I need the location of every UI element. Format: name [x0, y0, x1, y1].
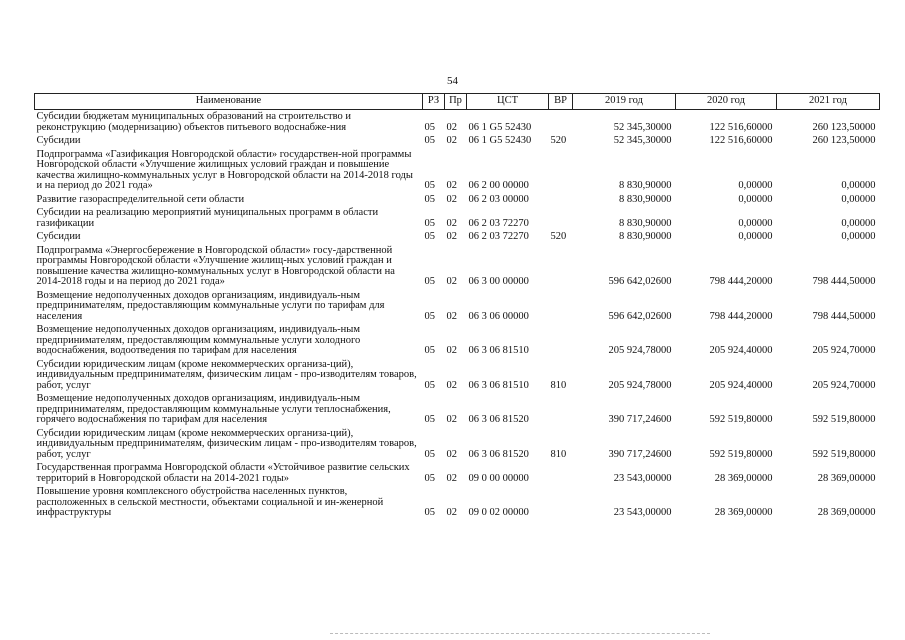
cell-name: Возмещение недополученных доходов организациям, индивидуаль-ным предпринимателям, предоставляющим коммунальные услуги теплоснабжения, горячего водоснабжения по тарифам для населения: [36, 393, 391, 425]
cell-vr: 810: [550, 448, 567, 460]
cell-vr: 810: [550, 379, 567, 391]
cell-rz: 05: [424, 507, 435, 518]
cell-y2019: 8 830,90000: [619, 180, 672, 191]
table-row: [35, 323, 880, 358]
cell-y2021: 592 519,80000: [812, 448, 876, 460]
cell-pr: 02: [446, 231, 457, 242]
cell-y2019: 52 345,30000: [613, 135, 672, 146]
table-row: [35, 230, 880, 244]
table-row: [35, 289, 880, 324]
table-row: [35, 427, 880, 462]
cell-pr: 02: [446, 414, 457, 425]
cell-pr: 02: [446, 448, 457, 460]
cell-vr: [549, 461, 573, 485]
cell-cst: 06 2 00 00000: [468, 180, 529, 191]
cell-y2019: 596 642,02600: [608, 310, 672, 322]
cell-y2020: 798 444,20000: [709, 276, 773, 287]
cell-y2020: 28 369,00000: [714, 472, 773, 484]
cell-vr: [549, 206, 573, 230]
header-row: [35, 94, 880, 110]
cell-y2021: 0,00000: [841, 180, 876, 191]
cell-y2020: 205 924,40000: [709, 345, 773, 356]
cell-y2020: 0,00000: [738, 193, 773, 205]
cell-y2019: 596 642,02600: [608, 276, 672, 287]
cell-rz: 05: [424, 121, 435, 133]
cell-y2021: 28 369,00000: [817, 472, 876, 484]
header-2021: 2021 год: [777, 94, 880, 110]
table-row: [35, 193, 880, 207]
cell-y2020: 0,00000: [738, 231, 773, 242]
cell-name: Развитие газораспределительной сети области: [36, 193, 245, 205]
cell-y2021: 260 123,50000: [812, 121, 876, 133]
table-row: [35, 485, 880, 520]
page-bottom-artifact: [330, 633, 710, 635]
cell-vr: [549, 289, 573, 324]
cell-y2020: 0,00000: [738, 180, 773, 191]
table-row: [35, 148, 880, 193]
cell-rz: 05: [424, 379, 435, 391]
cell-y2019: 8 830,90000: [619, 217, 672, 229]
cell-cst: 06 2 03 72270: [468, 231, 529, 242]
cell-name: Возмещение недополученных доходов организациям, индивидуаль-ным предпринимателям, предоставляющим коммунальные услуги холодного водоснабжения, водоотведения по тарифам для населения: [36, 324, 361, 356]
cell-y2021: 205 924,70000: [812, 379, 876, 391]
cell-rz: 05: [424, 448, 435, 460]
cell-rz: 05: [424, 276, 435, 287]
cell-y2020: 592 519,80000: [709, 414, 773, 425]
table-row: [35, 461, 880, 485]
cell-y2019: 23 543,00000: [613, 507, 672, 518]
cell-rz: 05: [424, 414, 435, 425]
cell-name: Субсидии юридическим лицам (кроме некоммерческих организа-ций), индивидуальным предпринимателям, физическим лицам - про-изводителям товаров, работ, услуг: [36, 358, 417, 391]
cell-y2019: 23 543,00000: [613, 472, 672, 484]
header-cst: ЦСТ: [467, 94, 549, 110]
header-rz: РЗ: [423, 94, 445, 110]
cell-name: Возмещение недополученных доходов организациям, индивидуаль-ным предпринимателям, предоставляющим коммунальные услуги по тарифам для населения: [36, 289, 385, 322]
cell-y2020: 592 519,80000: [709, 448, 773, 460]
cell-rz: 05: [424, 345, 435, 356]
cell-y2019: 8 830,90000: [619, 193, 672, 205]
cell-vr: [549, 244, 573, 289]
cell-pr: 02: [446, 310, 457, 322]
table-body: [35, 110, 880, 520]
cell-pr: 02: [446, 217, 457, 229]
cell-name: Субсидии юридическим лицам (кроме некоммерческих организа-ций), индивидуальным предпринимателям, физическим лицам - про-изводителям товаров, работ, услуг: [36, 427, 417, 460]
cell-vr: [549, 148, 573, 193]
cell-vr: [549, 392, 573, 427]
cell-y2019: 390 717,24600: [608, 414, 672, 425]
cell-cst: 06 3 06 81510: [468, 379, 529, 391]
cell-y2020: 122 516,60000: [709, 121, 773, 133]
cell-y2019: 8 830,90000: [619, 231, 672, 242]
cell-rz: 05: [424, 231, 435, 242]
cell-cst: 06 3 06 81520: [468, 414, 529, 425]
table-row: [35, 358, 880, 393]
cell-cst: 06 3 06 81520: [468, 448, 529, 460]
cell-pr: 02: [446, 135, 457, 146]
cell-vr: [549, 323, 573, 358]
header-2020: 2020 год: [676, 94, 777, 110]
table-row: [35, 244, 880, 289]
cell-y2020: 28 369,00000: [714, 507, 773, 518]
cell-y2019: 205 924,78000: [608, 345, 672, 356]
table-row: [35, 110, 880, 135]
cell-y2020: 0,00000: [738, 217, 773, 229]
cell-y2021: 28 369,00000: [817, 507, 876, 518]
cell-rz: 05: [424, 180, 435, 191]
cell-y2020: 122 516,60000: [709, 135, 773, 146]
cell-y2019: 390 717,24600: [608, 448, 672, 460]
cell-y2021: 0,00000: [841, 193, 876, 205]
cell-cst: 06 1 G5 52430: [468, 121, 532, 133]
cell-vr: 520: [550, 135, 567, 146]
cell-y2021: 592 519,80000: [812, 414, 876, 425]
cell-cst: 06 3 06 81510: [468, 345, 529, 356]
cell-rz: 05: [424, 472, 435, 484]
cell-y2020: 798 444,20000: [709, 310, 773, 322]
cell-name: Субсидии: [36, 135, 81, 146]
cell-y2019: 205 924,78000: [608, 379, 672, 391]
cell-name: Субсидии бюджетам муниципальных образований на строительство и реконструкцию (модернизацию) объектов питьевого водоснабже-ния: [36, 111, 352, 133]
cell-cst: 06 3 00 00000: [468, 276, 529, 287]
header-pr: Пр: [445, 94, 467, 110]
table-row: [35, 134, 880, 148]
cell-cst: 06 2 03 72270: [468, 217, 529, 229]
cell-name: Подпрограмма «Газификация Новгородской области» государствен-ной программы Новгородской области «Улучшение жилищных условий граждан и повышение качества жилищно-коммунальных услуг в Новгородской области на 2014-2018 годы и на период до 2021 года»: [36, 148, 413, 191]
table-row: [35, 392, 880, 427]
cell-y2021: 205 924,70000: [812, 345, 876, 356]
cell-pr: 02: [446, 276, 457, 287]
cell-cst: 06 2 03 00000: [468, 193, 529, 205]
cell-cst: 09 0 00 00000: [468, 472, 529, 484]
cell-cst: 06 3 06 00000: [468, 310, 529, 322]
cell-y2020: 205 924,40000: [709, 379, 773, 391]
cell-pr: 02: [446, 121, 457, 133]
cell-pr: 02: [446, 180, 457, 191]
cell-y2021: 798 444,50000: [812, 310, 876, 322]
cell-y2021: 798 444,50000: [812, 276, 876, 287]
cell-y2021: 260 123,50000: [812, 135, 876, 146]
cell-name: Субсидии: [36, 231, 81, 242]
cell-rz: 05: [424, 135, 435, 146]
header-vr: ВР: [549, 94, 573, 110]
header-name: Наименование: [35, 94, 423, 110]
cell-cst: 09 0 02 00000: [468, 507, 529, 518]
table-row: [35, 206, 880, 230]
cell-name: Повышение уровня комплексного обустройства населенных пунктов, расположенных в сельской местности, объектами социальной и ин-женерной инфраструктуры: [36, 486, 384, 518]
cell-vr: [549, 110, 573, 135]
cell-pr: 02: [446, 345, 457, 356]
cell-pr: 02: [446, 379, 457, 391]
cell-name: Государственная программа Новгородской области «Устойчивое развитие сельских территорий в Новгородской области на 2014-2021 годы»: [36, 462, 410, 484]
cell-vr: 520: [550, 231, 567, 242]
cell-rz: 05: [424, 217, 435, 229]
cell-vr: [549, 193, 573, 207]
cell-cst: 06 1 G5 52430: [468, 135, 532, 146]
cell-y2021: 0,00000: [841, 231, 876, 242]
header-2019: 2019 год: [573, 94, 676, 110]
cell-name: Субсидии на реализацию мероприятий муниципальных программ в области газификации: [36, 207, 379, 229]
cell-name: Подпрограмма «Энергосбережение в Новгородской области» госу-дарственной программы Новгородской области «Улучшение жилищ-ных условий граждан и повышение качества жилищно-коммунальных услуг в Новгородской области на 2014-2018 годы и на период до 2021 года»: [36, 244, 395, 287]
cell-y2019: 52 345,30000: [613, 121, 672, 133]
cell-y2021: 0,00000: [841, 217, 876, 229]
budget-table: [34, 93, 880, 520]
cell-rz: 05: [424, 310, 435, 322]
cell-pr: 02: [446, 472, 457, 484]
cell-vr: [549, 485, 573, 520]
cell-pr: 02: [446, 193, 457, 205]
page-number: 54: [447, 75, 458, 87]
cell-rz: 05: [424, 193, 435, 205]
cell-pr: 02: [446, 507, 457, 518]
